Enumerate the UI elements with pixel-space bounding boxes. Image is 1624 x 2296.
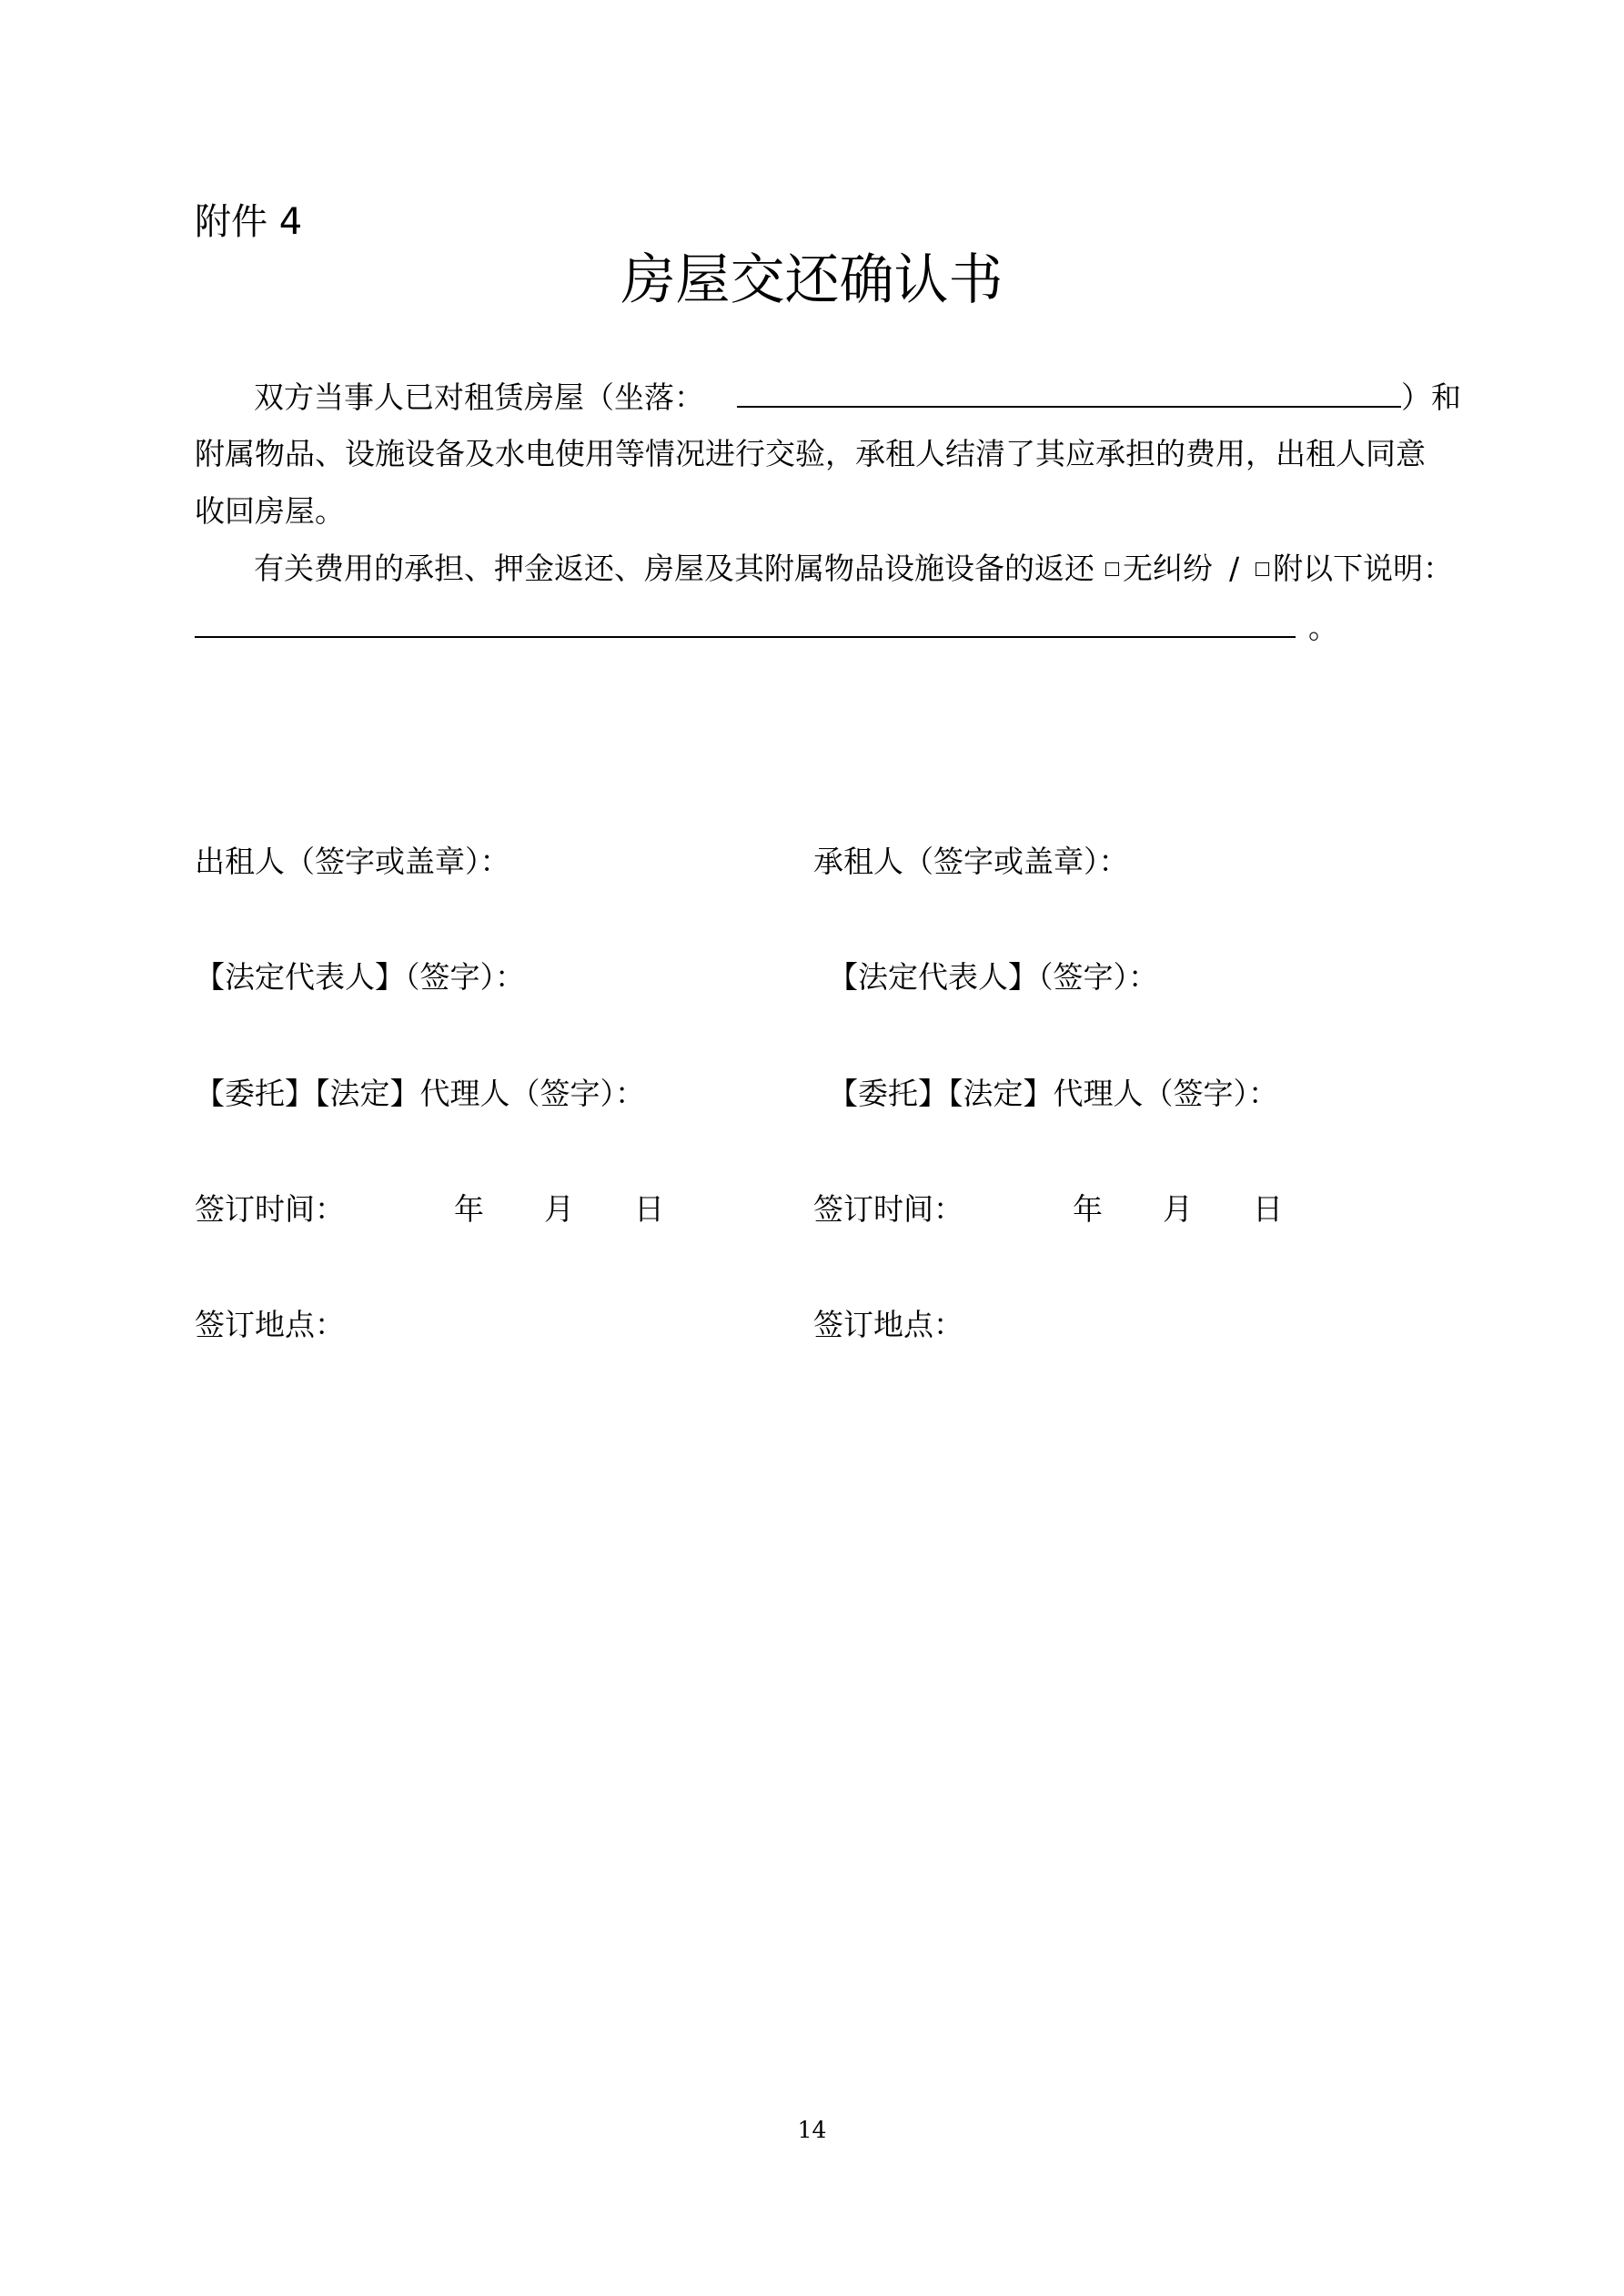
page-number: 14: [797, 2117, 827, 2143]
lessee-month-label: 月: [1163, 1191, 1193, 1227]
paragraph2-line1: [254, 549, 1453, 589]
paragraph1-line3: 收回房屋。: [195, 493, 345, 529]
lessee-agent-label: 【委托】【法定】代理人（签字）：: [828, 1076, 1278, 1111]
lessor-agent-label: 【委托】【法定】代理人（签字）：: [195, 1076, 645, 1111]
lessee-sign-time-label: 签订时间：: [813, 1191, 963, 1227]
paragraph1-line1-prefix: 双方当事人已对租赁房屋（坐落：: [254, 379, 704, 415]
checkbox-note[interactable]: [1256, 562, 1269, 576]
note-blank[interactable]: [195, 609, 1296, 638]
lessor-sign-time: [195, 1189, 664, 1229]
lessor-sign-time-label: 签订时间：: [195, 1191, 345, 1227]
lessor-party-label: 出租人（签字或盖章）：: [195, 844, 510, 879]
lessor-sign-place-label: 签订地点：: [195, 1307, 345, 1342]
lessee-legal-rep-label: 【法定代表人】（签字）：: [828, 959, 1158, 995]
lessor-month-label: 月: [544, 1191, 574, 1227]
lessee-year-label: 年: [1073, 1191, 1103, 1227]
lessor-legal-rep-label: 【法定代表人】（签字）：: [195, 959, 525, 995]
option-separator: /: [1229, 551, 1240, 586]
paragraph2-line2: [195, 608, 1338, 648]
lessee-day-label: 日: [1253, 1191, 1283, 1227]
option-no-dispute-label: 无纠纷: [1123, 551, 1213, 586]
paragraph2-end-mark: 。: [1308, 610, 1338, 645]
paragraph1-line1-suffix: ）和: [1401, 379, 1461, 415]
paragraph1-line2: 附属物品、设施设备及水电使用等情况进行交验，承租人结清了其应承担的费用，出租人同意: [195, 436, 1426, 471]
lessee-party-label: 承租人（签字或盖章）：: [813, 844, 1129, 879]
paragraph2-text: 有关费用的承担、押金返还、房屋及其附属物品设施设备的返还: [254, 551, 1094, 586]
attachment-label: 附件 4: [195, 201, 303, 243]
paragraph1-line1: [254, 378, 1461, 418]
lessee-sign-place-label: 签订地点：: [813, 1307, 963, 1342]
lessee-sign-time: [813, 1189, 1283, 1229]
lessor-year-label: 年: [454, 1191, 484, 1227]
lessor-day-label: 日: [634, 1191, 664, 1227]
document-title: 房屋交还确认书: [620, 248, 1004, 312]
checkbox-no-dispute[interactable]: [1105, 562, 1119, 576]
address-blank[interactable]: [737, 379, 1401, 408]
option-note-label: 附以下说明：: [1273, 551, 1454, 586]
